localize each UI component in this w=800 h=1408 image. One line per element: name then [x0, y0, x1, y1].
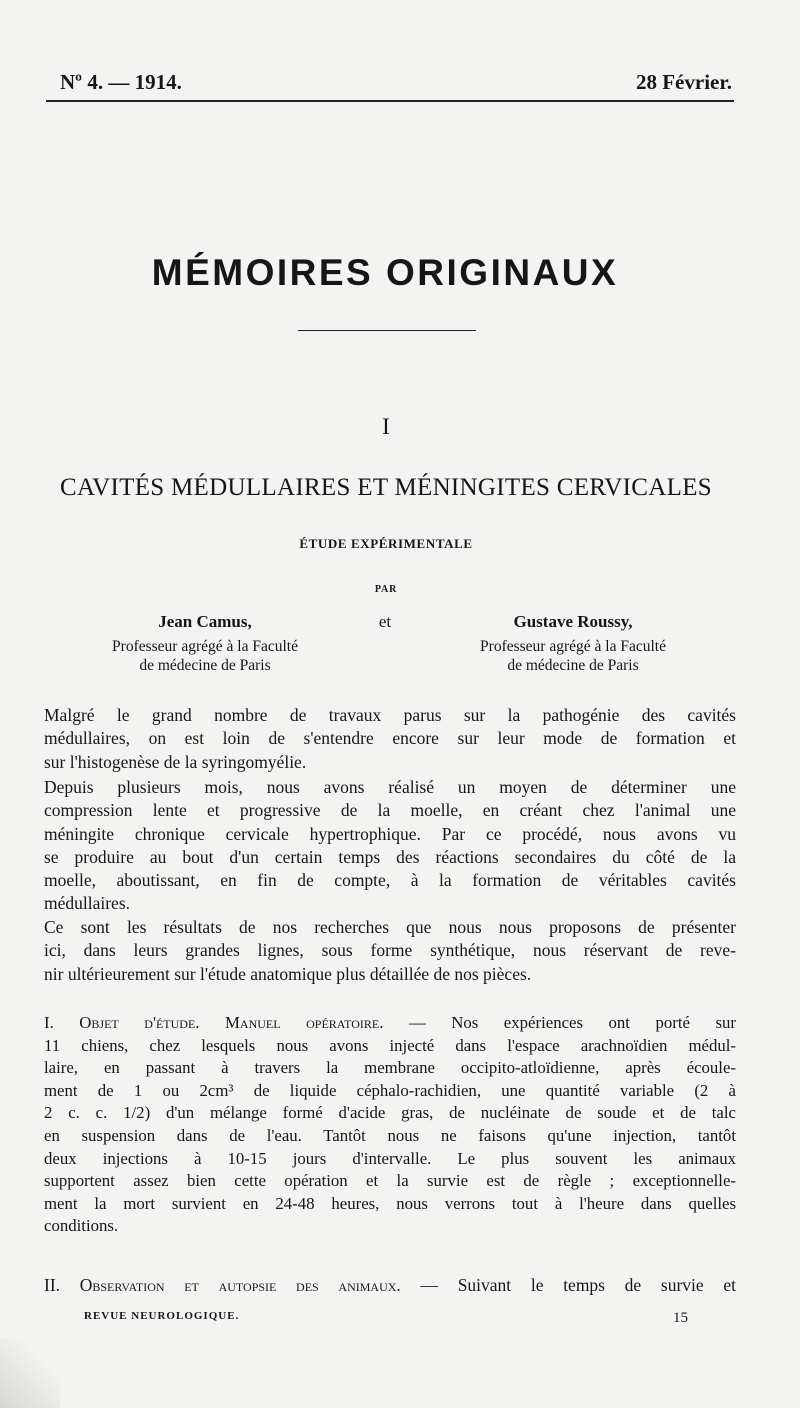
text-line: ment la mort survient en 24-48 heures, nous verrons tout à l'heure dans quelles [44, 1193, 736, 1213]
article-subtitle: ÉTUDE EXPÉRIMENTALE [299, 536, 473, 551]
running-head [60, 70, 732, 100]
author-block [428, 612, 718, 675]
text-line: se produire au bout d'un certain temps des réactions secondaires du côté de la [44, 846, 736, 867]
author-name: Jean Camus, [158, 612, 252, 631]
body-paragraph [44, 1274, 736, 1297]
author-affiliation: Professeur agrégé à la Faculté [480, 638, 666, 655]
text-line: moelle, aboutissant, en fin de compte, à la formation de véritables cavités [44, 870, 736, 891]
body-paragraph [44, 704, 736, 774]
text-line: laire, en passant à travers la membrane occipito-atloïdienne, après écoule- [44, 1058, 736, 1078]
text-line: deux injections à 10-15 jours d'intervalle. Le plus souvent les animaux [44, 1148, 736, 1168]
text-line: ment de 1 ou 2cm³ de liquide céphalo-rachidien, une quantité variable (2 à [44, 1080, 736, 1100]
text-line: médullaires. [44, 893, 131, 914]
body-paragraph [44, 916, 736, 986]
text-line: médullaires, on est loin de s'entendre encore sur leur mode de formation et [44, 728, 736, 749]
text-line: en suspension dans de l'eau. Tantôt nous ne faisons qu'une injection, tantôt [44, 1125, 736, 1145]
text-line: compression lente et progressive de la moelle, en créant chez l'animal une [44, 800, 736, 821]
author-affiliation: de médecine de Paris [139, 657, 271, 674]
section-title: MÉMOIRES ORIGINAUX [151, 252, 619, 293]
text-line: supportent assez bien cette opération et la survie est de règle ; exceptionnelle- [44, 1171, 736, 1191]
text-fragment: — Suivant le temps de survie et [420, 1275, 736, 1295]
body-paragraph [44, 776, 736, 916]
text-line: 2 c. c. 1/2) d'un mélange formé d'acide gras, de nucléinate de soude et de talc [44, 1103, 736, 1123]
author-affiliation: de médecine de Paris [507, 657, 639, 674]
text-line: conditions. [44, 1216, 119, 1236]
text-line [44, 1012, 736, 1035]
section-heading: I. Objet d'étude. Manuel opératoire. [44, 1013, 384, 1032]
header-rule [46, 100, 734, 102]
author-conjunction: et [378, 612, 392, 631]
text-line: sur l'histogenèse de la syringomyélie. [44, 751, 307, 772]
issue-number: Nº 4. — 1914. [60, 70, 182, 94]
author-affiliation: Professeur agrégé à la Faculté [112, 638, 298, 655]
article-title: CAVITÉS MÉDULLAIRES ET MÉNINGITES CERVICALES [60, 474, 712, 501]
byline-par: PAR [374, 584, 398, 595]
author-block [60, 612, 350, 675]
section-heading: II. Observation et autopsie des animaux. [44, 1275, 401, 1295]
scan-shadow [0, 1338, 60, 1408]
text-line: Depuis plusieurs mois, nous avons réalisé un moyen de déterminer une [44, 777, 736, 797]
author-name: Gustave Roussy, [513, 612, 633, 631]
text-line: 11 chiens, chez lesquels nous avons injecté dans l'espace arachnoïdien médul- [44, 1035, 736, 1055]
text-line: nir ultérieurement sur l'étude anatomique plus détaillée de nos pièces. [44, 963, 532, 984]
text-line: ici, dans leurs grandes lignes, sous forme synthétique, nous réservant de reve- [44, 940, 736, 961]
body-paragraph [44, 1012, 736, 1238]
text-line [44, 1274, 736, 1297]
page-number: 15 [673, 1310, 688, 1326]
text-line: Ce sont les résultats de nos recherches que nous nous proposons de présenter [44, 917, 736, 937]
issue-date: 28 Février. [635, 70, 732, 94]
journal-name: REVUE NEUROLOGIQUE. [84, 1310, 240, 1322]
text-line: méningite chronique cervicale hypertrophique. Par ce procédé, nous avons vu [44, 823, 736, 844]
text-line: Malgré le grand nombre de travaux parus sur la pathogénie des cavités [44, 705, 736, 725]
page-footer [84, 1310, 688, 1330]
title-divider [298, 330, 476, 331]
article-number: I [382, 414, 390, 439]
text-fragment: — Nos expériences ont porté sur [408, 1013, 736, 1032]
